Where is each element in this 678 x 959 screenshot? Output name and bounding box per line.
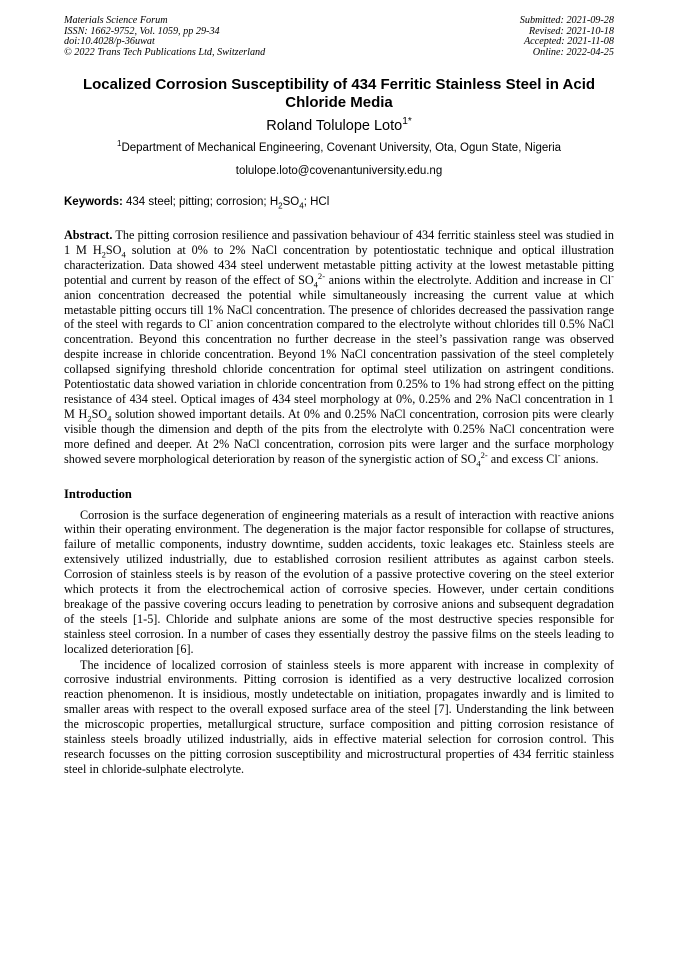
keywords [64, 195, 614, 209]
abstract-text: anion concentration compared to the electrolyte without chlorides till 0.5% NaCl concentration. Beyond this concentration no further decrease in the steel’s passivation range was observed despite increase in chloride concentration. Beyond 1% NaCl concentration passivation of the steel completely collapsed signifying threshold chloride concentration for optimal steel utilization on astringent conditions. Potentiostatic data showed variation in chloride concentration from 0.25% to 1% had strong effect on the pitting resistance of 434 steel. Optical images of 434 steel morphology at 0%, 0.25% and 2% NaCl concentration in 1 M H [64, 317, 614, 421]
keywords-text: SO [282, 196, 300, 208]
abstract-sub: 4 [107, 413, 112, 424]
abstract-sup: - [611, 270, 614, 281]
affiliation-text: Department of Mechanical Engineering, Covenant University, Ota, Ogun State, Nigeria [121, 142, 562, 154]
abstract-sup: 2- [480, 449, 488, 460]
date-submitted: Submitted: 2021-09-28 [519, 15, 614, 26]
abstract-text: solution showed important details. At 0% and 0.25% NaCl concentration, corrosion pits were clearly visible though the dimension and depth of the pits from the electrolyte with 0.25% NaCl concentration were more defined and deeper. At 2% NaCl concentration, corrosion pits were larger and the surface morphology showed severe morphological deterioration by reason of the synergistic action of SO [64, 406, 614, 466]
author-sup: 1* [402, 116, 412, 128]
abstract [64, 228, 614, 467]
abstract-text: solution at 0% to 2% NaCl concentration by potentiostatic technique and optical illustration characterization. Data showed 434 steel underwent metastable pitting activity at the lowest metastable pitting potential and current by reason of the effect of SO [64, 242, 615, 287]
keywords-sub: 4 [299, 201, 304, 211]
author-email[interactable]: tolulope.loto@covenantuniversity.edu.ng [235, 165, 443, 177]
submission-dates [520, 16, 614, 58]
intro-paragraph-2: The incidence of localized corrosion of stainless steels is more apparent with increase in complexity of corrosive industrial environments. Pitting corrosion is identified as a very destructive localized corrosion reaction phenomenon. It is insidious, mostly undetectable on initiation, propagates inwardly and is limited to smaller areas with respect to the overall exposed surface area of the steel [7]. Understanding the link between the microscopic properties, metallurgical structure, surface composition and pitting corrosion resistance of stainless steels broadly utilized industrially, aids in effective material selection for corrosion control. This research focusses on the pitting corrosion susceptibility and microstructural properties of 434 ferritic stainless steel in chloride-sulphate electrolyte. [64, 657, 614, 776]
keywords-text: 434 steel; pitting; corrosion; H [122, 196, 279, 208]
date-accepted: Accepted: 2021-11-08 [523, 36, 614, 47]
abstract-text: anion concentration decreased the potential while simultaneously increasing the current value at which metastable pitting occurs till 1% NaCl concentration. The presence of chlorides decreased the passivation range of the steel with regards to Cl [64, 287, 614, 332]
abstract-sup: 2- [317, 270, 326, 281]
intro-paragraph-1: Corrosion is the surface degeneration of engineering materials as a result of interaction with reactive anions within their operating environment. The degeneration is the major factor responsible for collapse of structures, failure of metallic components, industry downtime, sudden accidents, toxic leakages etc. Stainless steels are extensively utilized industrially, due to established corrosion resilient attributes as against carbon steels. Corrosion of stainless steels is by reason of the evolution of a passive protective covering on the steel exterior which protects it from the electrochemical action of corrosive species. However, under certain conditions breakage of the passive covering occurs leading to penetration by corrosive anions and subsequent degradation of the steels [1-5]. Chloride and sulphate anions are some of the most destructive species responsible for stainless steel corrosion. In a number of cases they essentially destroy the passive films on the steels leading to localized deterioration [6]. [64, 507, 614, 656]
abstract-text: SO [91, 406, 108, 421]
date-revised: Revised: 2021-10-18 [528, 25, 614, 37]
keywords-sub: 2 [278, 201, 283, 211]
abstract-sub: 4 [313, 279, 318, 290]
abstract-sub: 4 [121, 249, 126, 260]
keywords-label: Keywords: [64, 196, 123, 208]
paper-title: Localized Corrosion Susceptibility of 434 Ferritic Stainless Steel in Acid Chloride Media [82, 76, 596, 111]
journal-name: Materials Science Forum [64, 15, 168, 26]
author-name: Roland Tolulope Loto [266, 118, 403, 134]
abstract-text: and excess Cl [487, 451, 558, 466]
journal-issn: ISSN: 1662-9752, Vol. 1059, pp 29-34 [64, 25, 220, 37]
affiliation [64, 141, 614, 155]
abstract-sub: 2 [87, 413, 92, 424]
affiliation-sup: 1 [116, 139, 122, 149]
abstract-sup: - [557, 449, 561, 460]
journal-doi: doi:10.4028/p-36uwat [64, 36, 155, 47]
abstract-text: anions. [560, 451, 599, 466]
journal-copyright: © 2022 Trans Tech Publications Ltd, Switzerland [64, 46, 266, 58]
section-heading-introduction: Introduction [64, 486, 132, 501]
abstract-label: Abstract. [64, 228, 113, 242]
abstract-text: The pitting corrosion resilience and passivation behaviour of 434 ferritic stainless steel was studied in 1 M H [64, 228, 614, 257]
abstract-sub: 2 [101, 249, 106, 260]
abstract-sub: 4 [476, 458, 481, 469]
journal-info [64, 16, 265, 58]
paper-page [64, 16, 614, 777]
keywords-text: ; HCl [303, 196, 330, 208]
abstract-sup: - [210, 315, 214, 326]
journal-header [64, 16, 614, 58]
abstract-text: anions within the electrolyte. Addition and increase in Cl [325, 272, 612, 287]
abstract-text: SO [105, 242, 122, 257]
author-line [64, 117, 614, 135]
date-online: Online: 2022-04-25 [532, 46, 614, 58]
